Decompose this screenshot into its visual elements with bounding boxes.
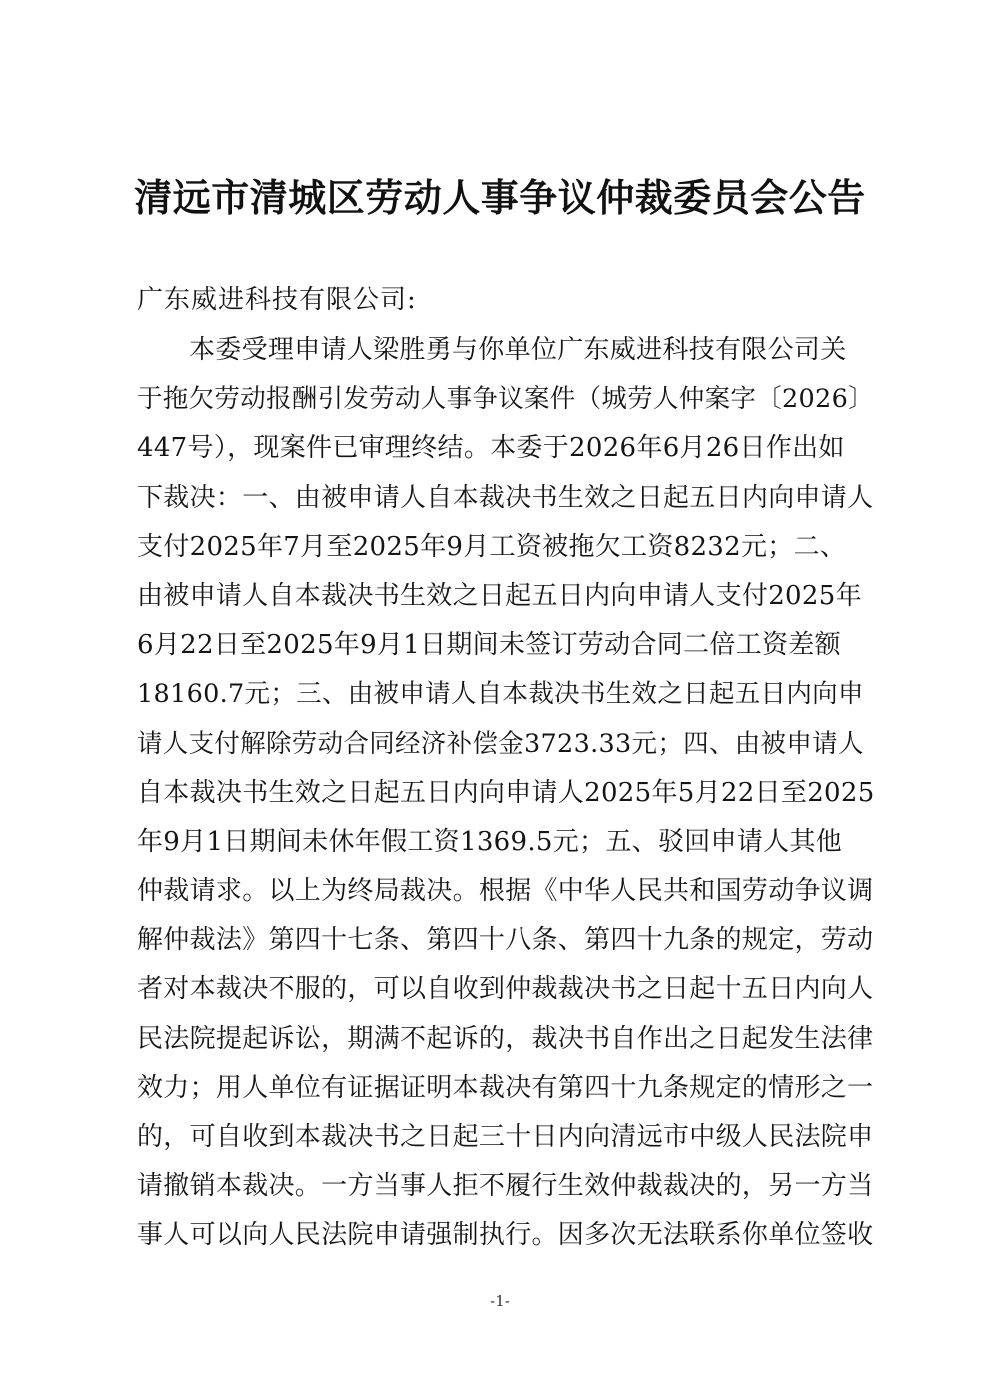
body-line: 由被申请人自本裁决书生效之日起五日内向申请人支付2025年 — [137, 580, 862, 611]
body-line: 民法院提起诉讼，期满不起诉的，裁决书自作出之日起发生法律 — [137, 1023, 874, 1054]
document-title: 清远市清城区劳动人事争议仲裁委员会公告 — [134, 175, 866, 220]
body-line: 年9月1日期间未休年假工资1369.5元；五、驳回申请人其他 — [137, 826, 843, 857]
body-line: 请人支付解除劳动合同经济补偿金3723.33元；四、由被申请人 — [137, 728, 864, 759]
body-line: 18160.7元；三、由被申请人自本裁决书生效之日起五日内向申 — [137, 679, 864, 710]
body-line: 本委受理申请人梁胜勇与你单位广东威进科技有限公司关 — [189, 335, 847, 365]
body-line: 解仲裁法》第四十七条、第四十八条、第四十九条的规定，劳动 — [137, 925, 874, 956]
body-line: 447号），现案件已审理终结。本委于2026年6月26日作出如 — [137, 433, 845, 464]
body-line: 仲裁请求。以上为终局裁决。根据《中华人民共和国劳动争议调 — [137, 876, 874, 907]
body-line: 下裁决：一、由被申请人自本裁决书生效之日起五日内向申请人 — [137, 482, 874, 513]
body-line: 效力；用人单位有证据证明本裁决有第四十九条规定的情形之一 — [137, 1072, 874, 1103]
body-line: 6月22日至2025年9月1日期间未签订劳动合同二倍工资差额 — [137, 630, 841, 661]
body-line: 的，可自收到本裁决书之日起三十日内向清远市中级人民法院申 — [137, 1122, 874, 1152]
body-line: 事人可以向人民法院申请强制执行。因多次无法联系你单位签收 — [137, 1220, 874, 1251]
body-line: 请撤销本裁决。一方当事人拒不履行生效仲裁裁决的，另一方当 — [137, 1171, 874, 1202]
document-body — [137, 326, 877, 1261]
body-line: 支付2025年7月至2025年9月工资被拖欠工资8232元；二、 — [137, 531, 847, 562]
addressee: 广东威进科技有限公司: — [137, 285, 417, 315]
body-line: 于拖欠劳动报酬引发劳动人事争议案件（城劳人仲案字〔2026〕 — [137, 384, 874, 415]
page-number: -1- — [490, 1292, 510, 1310]
body-line: 自本裁决书生效之日起五日内向申请人2025年5月22日至2025 — [137, 777, 875, 808]
body-line: 者对本裁决不服的，可以自收到仲裁裁决书之日起十五日内向人 — [137, 974, 874, 1005]
